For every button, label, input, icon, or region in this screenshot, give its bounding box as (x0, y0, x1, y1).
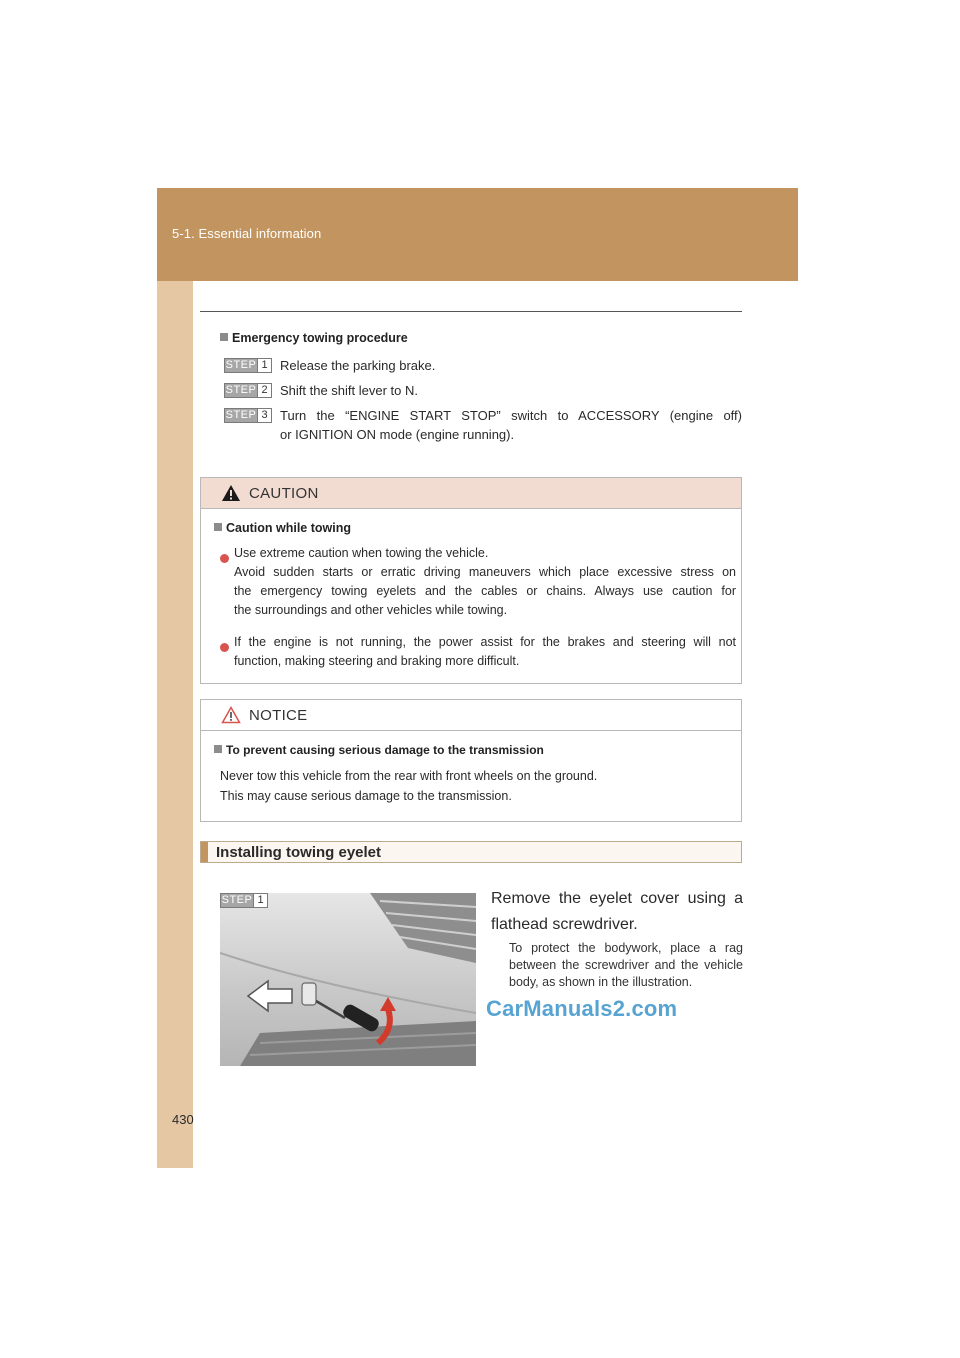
notice-line-2: This may cause serious damage to the transmission. (220, 789, 512, 803)
warning-triangle-icon (221, 484, 241, 502)
bullet-icon (220, 550, 229, 568)
notice-title: NOTICE (249, 706, 308, 724)
caution-bullet-2: If the engine is not running, the power assist for the brakes and steering will not function, making steering and braking more difficult. (234, 635, 736, 668)
notice-box (200, 699, 742, 822)
step-badge: STEP 1 (220, 893, 268, 908)
warning-triangle-outline-icon (221, 706, 241, 724)
towing-procedure-heading: Emergency towing procedure (220, 331, 408, 345)
install-step-1-instruction: Remove the eyelet cover using a flathead screwdriver. (491, 890, 743, 933)
notice-heading: To prevent causing serious damage to the transmission (214, 743, 544, 757)
notice-line-1: Never tow this vehicle from the rear with front wheels on the ground. (220, 769, 598, 783)
installing-section-header: Installing towing eyelet (200, 841, 742, 863)
step-2-text: Shift the shift lever to N. (280, 383, 419, 398)
notice-header (201, 700, 741, 731)
step-1-text: Release the parking brake. (280, 358, 436, 373)
section-title: 5-1. Essential information (172, 226, 322, 241)
side-band (157, 281, 193, 1168)
step-badge: STEP 3 (224, 408, 272, 423)
square-bullet-icon (214, 523, 222, 531)
caution-bullet-1: Use extreme caution when towing the vehicle. Avoid sudden starts or erratic driving maneuvers which place excessive stress on the emergency towing eyelets and the cables or chains. Always use caution for the surroundings and other vehicles while towing. (234, 546, 736, 617)
step-3-text-line1: Turn the “ENGINE START STOP” switch to ACCESSORY (engine off) (280, 408, 742, 423)
square-bullet-icon (214, 745, 222, 753)
install-step-1-note: To protect the bodywork, place a rag between the screwdriver and the vehicle body, as shown in the illustration. (509, 941, 743, 989)
caution-box (200, 477, 742, 684)
step-badge: STEP 2 (224, 383, 272, 398)
watermark: CarManuals2.com (486, 996, 678, 1021)
step-3-text-line2: or IGNITION ON mode (engine running). (280, 427, 515, 442)
bullet-icon (220, 639, 229, 657)
top-divider (200, 311, 742, 312)
square-bullet-icon (220, 333, 228, 341)
step-badge: STEP 1 (224, 358, 272, 373)
caution-header (201, 478, 741, 509)
eyelet-cover-illustration (220, 893, 476, 1066)
caution-heading: Caution while towing (214, 521, 351, 535)
page-number: 430 (172, 1112, 194, 1127)
caution-title: CAUTION (249, 484, 319, 502)
